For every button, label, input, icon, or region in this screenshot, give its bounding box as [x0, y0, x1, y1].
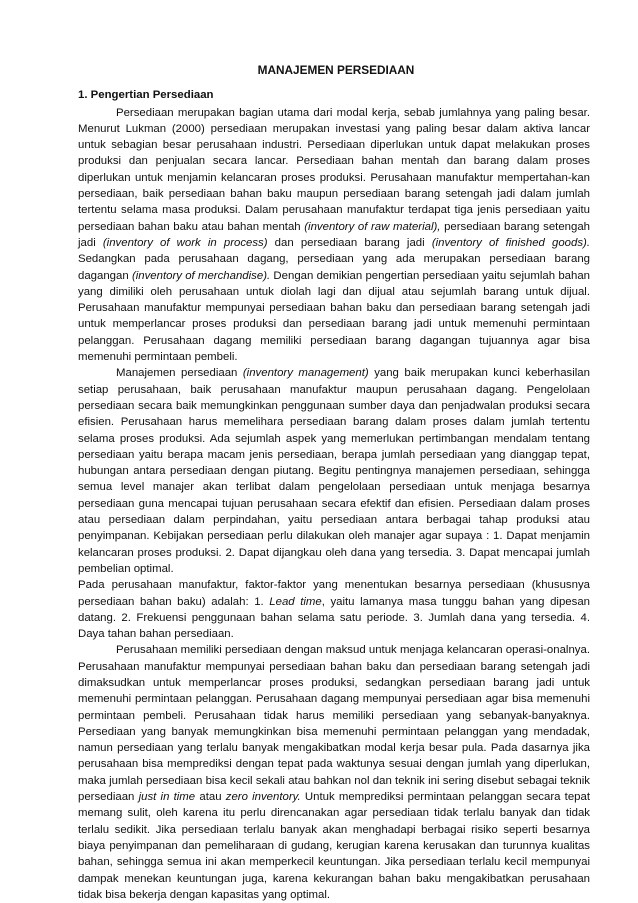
paragraph-factors — [78, 577, 590, 642]
document-page — [78, 62, 590, 903]
text-run: , yaitu lamanya masa tunggu bahan yang dipesan datang. 2. Frekuensi penggunaan bahan selama satu periode. 3. Jumlah dana yang tersedia. 4. Daya tahan bahan persediaan. — [78, 595, 590, 641]
text-run: Pada perusahaan manufaktur, faktor-faktor yang menentukan besarnya persediaan (khususnya persediaan bahan baku) adalah: 1. — [78, 579, 590, 608]
italic-term: Lead time — [269, 595, 322, 608]
italic-term: (inventory of finished goods). — [431, 236, 590, 249]
text-run: dan persediaan barang jadi — [267, 236, 432, 249]
italic-term: (inventory of raw material), — [304, 220, 441, 233]
text-run: persediaan barang setengah jadi — [78, 220, 590, 249]
paragraph-management — [78, 365, 590, 577]
text-run: atau — [195, 791, 226, 804]
text-run: Manajemen persediaan — [116, 367, 243, 380]
text-run: Perusahaan memiliki persediaan dengan maksud untuk menjaga kelancaran operasi-onalnya. Perusahaan manufaktur mempunyai persediaan bahan baku dan persediaan barang setengah jadi dimaksudkan untuk memperlancar proses produksi, sedangkan persediaan barang jadi untuk memenuhi permintaan pelanggan. Perusahaan dagang mempunyai persediaan agar bisa memenuhi permintaan pembeli. Perusahaan tidak harus memiliki persediaan yang sebanyak-banyaknya. Persediaan yang banyak memungkinkan bisa memenuhi permintaan pelanggan yang mendadak, namun persediaan yang terlalu banyak mengakibatkan modal kerja besar pula. Pada dasarnya jika perusahaan bisa memprediksi dengan tepat pada waktunya sesuai dengan jumlah yang diperlukan, maka jumlah persediaan bisa kecil sekali atau bahkan nol dan teknik ini sering disebut sebagai teknik persediaan — [78, 644, 590, 804]
italic-term: just in time — [138, 791, 196, 804]
text-run: Sedangkan pada perusahaan dagang, persediaan yang ada merupakan persediaan barang dagangan — [78, 253, 590, 282]
document-title: MANAJEMEN PERSEDIAAN — [257, 63, 415, 77]
italic-term: (inventory management) — [242, 367, 369, 380]
paragraph-definition — [78, 105, 590, 366]
italic-term: (inventory of work in process) — [102, 236, 268, 249]
text-run: Persediaan merupakan bagian utama dari modal kerja, sebab jumlahnya yang paling besar. Menurut Lukman (2000) persediaan merupakan investasi yang paling besar dalam aktiva lancar untuk sebagian besar perusahaan industri. Persediaan diperlukan untuk dapat melakukan proses produksi dan penjualan secara lancar. Persediaan bahan mentah dan barang dalam proses diperlukan untuk menjamin kelancaran proses produksi. Perusahaan manufaktur mempertahan-kan persediaan, baik persediaan bahan baku maupun persediaan barang setengah jadi dalam jumlah tertentu selama masa produksi. Dalam perusahaan manufaktur terdapat tiga jenis persediaan yaitu persediaan bahan baku atau bahan mentah — [78, 106, 590, 233]
paragraph-purpose — [78, 642, 590, 903]
italic-term: (inventory of merchandise). — [131, 269, 271, 282]
section-heading: 1. Pengertian Persediaan — [78, 89, 214, 102]
text-run: Dengan demikian pengertian persediaan yaitu sejumlah bahan yang dimiliki oleh perusahaan untuk diolah lagi dan dijual atau sejumlah barang untuk dijual. Perusahaan manufaktur mempunyai persediaan bahan baku dan persediaan barang setengah jadi untuk memperlancar proses produksi dan persediaan barang jadi untuk memenuhi permintaan pelanggan. Perusahaan dagang memiliki persediaan barang dagangan tujuannya agar bisa memenuhi permintaan pembeli. — [78, 269, 591, 364]
italic-term: zero inventory. — [225, 791, 301, 804]
text-run: yang baik merupakan kunci keberhasilan setiap perusahaan, baik perusahaan manufaktur maupun perusahaan dagang. Pengelolaan persediaan secara baik memungkinkan penggunaan sumber daya dan penjadwalan produksi secara efisien. Perusahaan harus memelihara persediaan barang dalam proses dalam jumlah tertentu selama proses produksi. Ada sejumlah aspek yang memerlukan pertimbangan mendalam tentang persediaan yaitu berapa macam jenis persediaan, berapa jumlah persediaan yang dianggap tepat, hubungan antara persediaan dengan piutang. Begitu pentingnya manajemen persediaan, sehingga semua level manajer akan terlibat dalam pengelolaan persediaan untuk menjaga besarnya persediaan guna mencapai tujuan perusahaan secara efektif dan efisien. Persediaan dalam proses atau persediaan dalam perpindahan, yaitu persediaan antara berbagai tahap produksi atau penyimpanan. Kebijakan persediaan perlu dilakukan oleh manajer agar supaya : 1. Dapat menjamin kelancaran proses produksi. 2. Dapat dijangkau oleh dana yang tersedia. 3. Dapat mencapai jumlah pembelian optimal. — [78, 367, 590, 575]
text-run: Untuk memprediksi permintaan pelanggan secara tepat memang sulit, oleh karena itu perlu direncanakan agar persediaan tidak terlalu banyak dan tidak terlalu sedikit. Jika persediaan terlalu banyak akan menghadapi berbagai risiko seperti besarnya biaya penyimpanan dan pemeliharaan di gudang, kerugian karena kerusakan dan turunnya kualitas bahan, sehingga semua ini akan memperkecil keuntungan. Jika persediaan terlalu kecil mempunyai dampak menekan keuntungan juga, karena kekurangan bahan baku mengakibatkan perusahaan tidak bisa bekerja dengan kapasitas yang optimal. — [78, 791, 591, 901]
